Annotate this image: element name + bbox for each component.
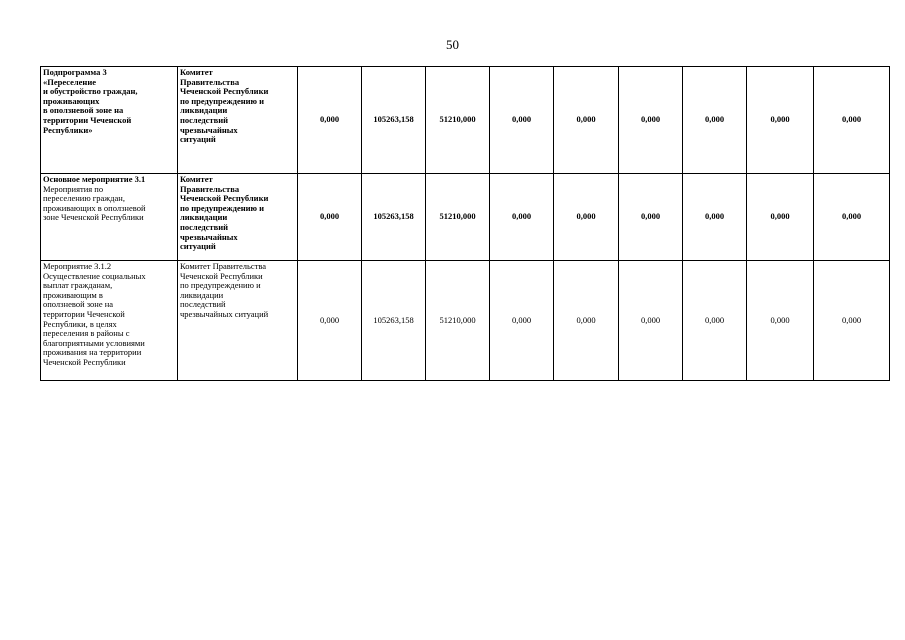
value-cell: 0,000: [554, 174, 619, 261]
value-cell: 0,000: [490, 261, 554, 381]
page-number: 50: [446, 37, 459, 52]
value-cell: 0,000: [814, 261, 890, 381]
value-cell: 0,000: [619, 174, 683, 261]
table-row: [41, 174, 890, 261]
program-name-cell: Основное мероприятие 3.1 Мероприятия по переселению граждан, проживающих в оползневой зоне Чеченской Республики: [41, 174, 178, 261]
table-row: [41, 261, 890, 381]
value-cell: 0,000: [554, 67, 619, 174]
value-cell: 51210,000: [426, 174, 490, 261]
value-cell: 105263,158: [362, 174, 426, 261]
program-name-cell: Подпрограмма 3 «Переселение и обустройство граждан, проживающих в оползневой зоне на территории Чеченской Республики»: [41, 67, 178, 174]
value-cell: 51210,000: [426, 67, 490, 174]
executor-cell: Комитет Правительства Чеченской Республики по предупреждению и ликвидации последствий чрезвычайных ситуаций: [178, 67, 298, 174]
value-cell: 0,000: [619, 67, 683, 174]
value-cell: 0,000: [814, 67, 890, 174]
executor-cell: Комитет Правительства Чеченской Республики по предупреждению и ликвидации последствий чрезвычайных ситуаций: [178, 174, 298, 261]
value-cell: 105263,158: [362, 261, 426, 381]
value-cell: 0,000: [814, 174, 890, 261]
executor-cell: Комитет Правительства Чеченской Республики по предупреждению и ликвидации последствий чрезвычайных ситуаций: [178, 261, 298, 381]
table-row: [41, 67, 890, 174]
value-cell: 0,000: [747, 67, 814, 174]
value-cell: 0,000: [619, 261, 683, 381]
value-cell: 0,000: [298, 261, 362, 381]
value-cell: 0,000: [298, 174, 362, 261]
value-cell: 105263,158: [362, 67, 426, 174]
program-name-cell: Мероприятие 3.1.2 Осуществление социальных выплат гражданам, проживающим в оползневой зоне на территории Чеченской Республики, в целях переселения в районы с благоприятными условиями проживания на территории Чеченской Республики: [41, 261, 178, 381]
value-cell: 0,000: [683, 261, 747, 381]
value-cell: 0,000: [554, 261, 619, 381]
value-cell: 0,000: [683, 174, 747, 261]
value-cell: 0,000: [683, 67, 747, 174]
value-cell: 51210,000: [426, 261, 490, 381]
value-cell: 0,000: [747, 261, 814, 381]
budget-table: [40, 66, 890, 381]
value-cell: 0,000: [490, 174, 554, 261]
value-cell: 0,000: [747, 174, 814, 261]
value-cell: 0,000: [490, 67, 554, 174]
value-cell: 0,000: [298, 67, 362, 174]
